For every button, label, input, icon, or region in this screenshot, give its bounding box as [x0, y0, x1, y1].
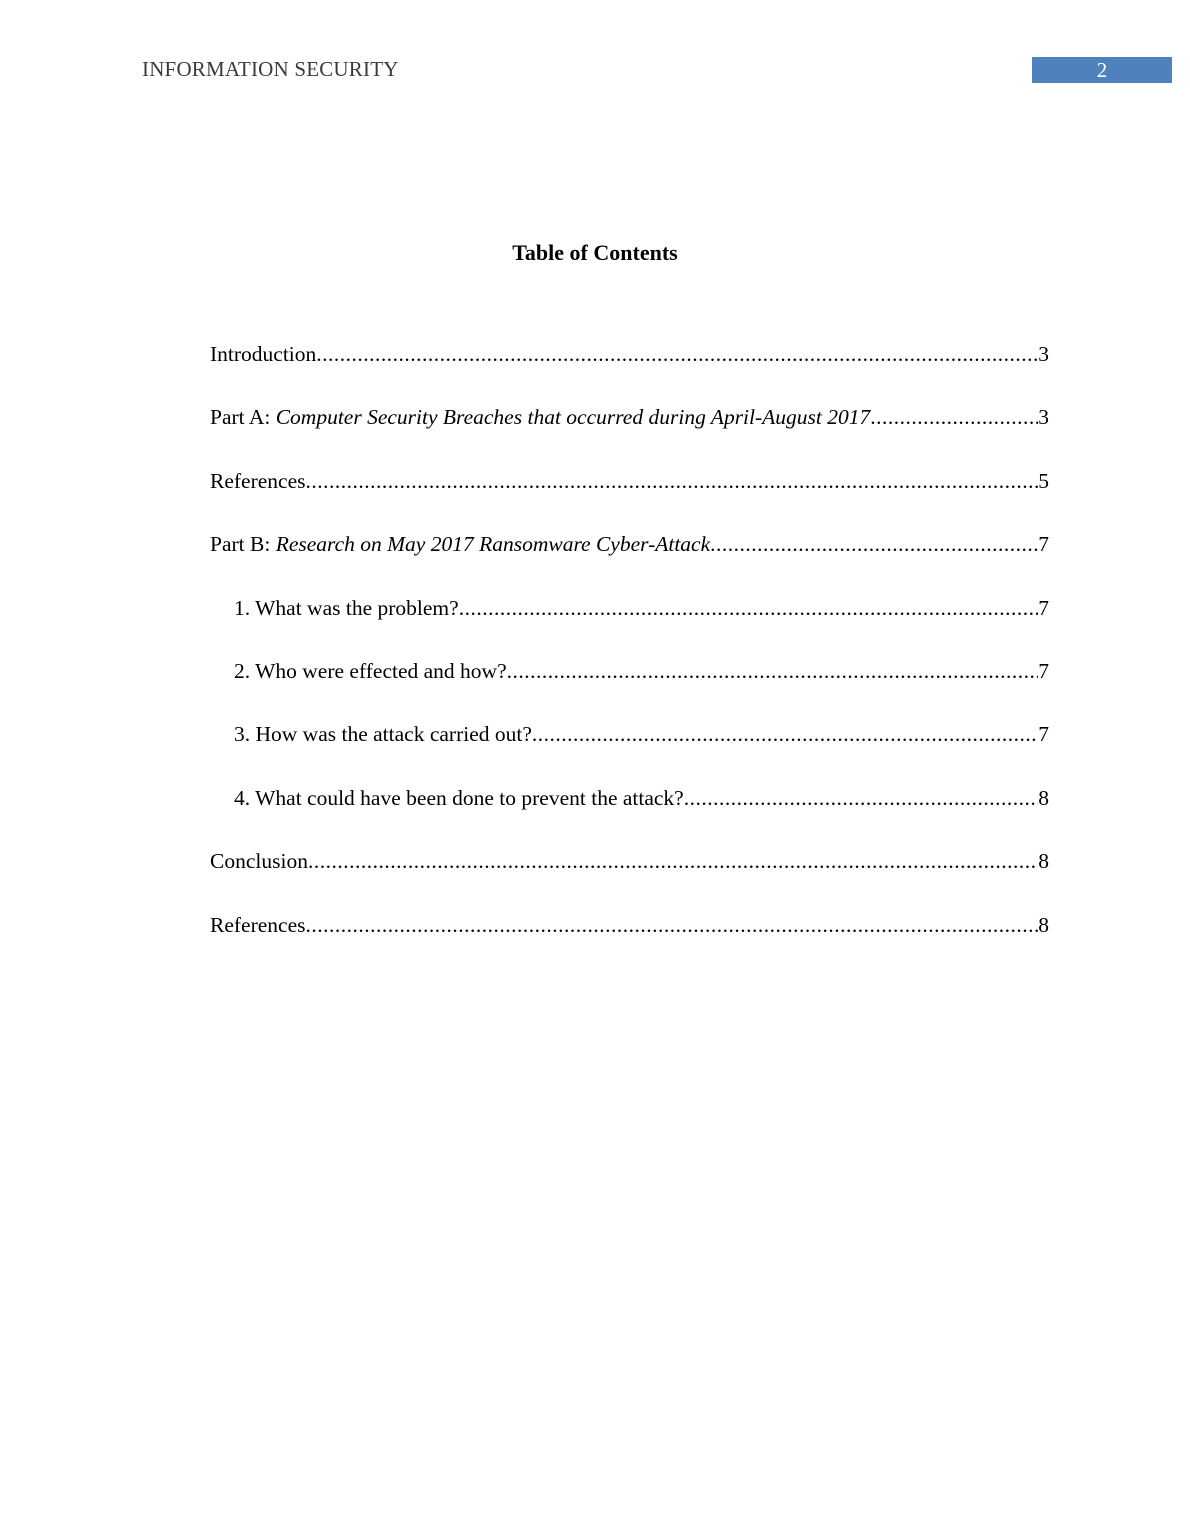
page-number: 2 — [1032, 57, 1172, 83]
toc-entry-page: 7 — [1038, 532, 1049, 557]
toc-entry-page: 7 — [1038, 595, 1049, 620]
toc-entry-question-4[interactable] — [210, 786, 1049, 849]
toc-entry-introduction[interactable] — [210, 342, 1049, 405]
toc-dot-leader — [532, 722, 1038, 747]
toc-dot-leader — [507, 659, 1039, 684]
toc-entry-label: 4. What could have been done to prevent the attack? — [234, 785, 684, 810]
toc-entry-conclusion[interactable] — [210, 849, 1049, 912]
toc-entry-label: Part A: Computer Security Breaches that occurred during April-August 2017 — [210, 405, 871, 430]
toc-title: Table of Contents — [512, 240, 678, 265]
toc-entry-label: 1. What was the problem? — [234, 595, 459, 620]
toc-entry-references-2[interactable] — [210, 913, 1049, 976]
running-header-title: INFORMATION SECURITY — [142, 57, 399, 81]
toc-dot-leader — [308, 849, 1038, 874]
toc-entry-question-1[interactable] — [210, 596, 1049, 659]
toc-entry-label: Introduction — [210, 342, 317, 366]
toc-dot-leader — [316, 342, 1038, 367]
toc-entry-page: 8 — [1038, 785, 1049, 810]
toc-entry-page: 3 — [1038, 342, 1049, 366]
toc-entry-question-3[interactable] — [210, 722, 1049, 785]
toc-entry-label: 2. Who were effected and how? — [234, 658, 507, 683]
toc-entry-part-a[interactable] — [210, 405, 1049, 468]
toc-entry-page: 7 — [1038, 658, 1049, 683]
toc-entry-page: 8 — [1038, 912, 1049, 937]
toc-list — [210, 342, 1049, 976]
toc-entry-page: 7 — [1038, 722, 1049, 747]
toc-entry-page: 8 — [1038, 849, 1049, 874]
toc-dot-leader — [459, 596, 1039, 621]
toc-entry-label: 3. How was the attack carried out? — [234, 722, 532, 747]
toc-entry-page: 3 — [1038, 405, 1049, 430]
toc-dot-leader — [306, 913, 1039, 938]
toc-entry-label: Conclusion — [210, 849, 308, 874]
toc-entry-question-2[interactable] — [210, 659, 1049, 722]
toc-dot-leader — [710, 532, 1038, 557]
toc-entry-label: Part B: Research on May 2017 Ransomware Cyber-Attack — [210, 532, 711, 557]
toc-entry-page: 5 — [1038, 468, 1049, 493]
toc-entry-references-1[interactable] — [210, 469, 1049, 532]
toc-dot-leader — [870, 405, 1038, 430]
toc-entry-part-b[interactable] — [210, 532, 1049, 595]
toc-entry-label: References — [210, 468, 306, 493]
toc-dot-leader — [306, 469, 1039, 494]
toc-entry-label: References — [210, 912, 306, 937]
toc-dot-leader — [684, 786, 1039, 811]
